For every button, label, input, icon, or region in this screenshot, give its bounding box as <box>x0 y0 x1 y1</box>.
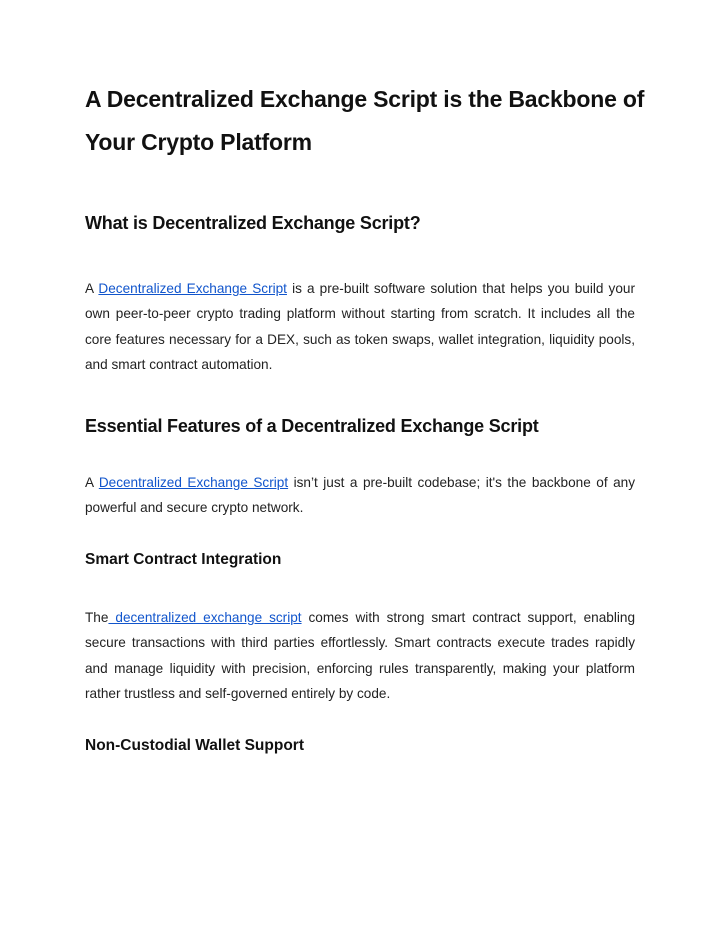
paragraph-essential-features <box>85 470 635 521</box>
heading-smart-contract-integration: Smart Contract Integration <box>85 551 282 568</box>
paragraph-smart-contract-integration <box>85 605 635 706</box>
heading-essential-features: Essential Features of a Decentralized Exchange Script <box>85 416 539 436</box>
paragraph-text: isn’t just a pre-built codebase; it's the backbone of any powerful and secure crypto network. <box>85 475 635 516</box>
dex-script-link[interactable]: Decentralized Exchange Script <box>98 475 289 490</box>
paragraph-text: A <box>85 281 99 296</box>
dex-script-link[interactable]: decentralized exchange script <box>108 610 302 625</box>
page-title: A Decentralized Exchange Script is the Backbone of Your Crypto Platform <box>85 86 645 155</box>
heading-non-custodial-wallet: Non-Custodial Wallet Support <box>85 737 304 754</box>
paragraph-text: A <box>85 475 99 490</box>
heading-what-is-dex-script: What is Decentralized Exchange Script? <box>85 213 421 233</box>
dex-script-link[interactable]: Decentralized Exchange Script <box>98 281 287 296</box>
paragraph-text: is a pre-built software solution that helps you build your own peer-to-peer crypto trading platform without starting from scratch. It includes all the core features necessary for a DEX, such as token swaps, wallet integration, liquidity pools, and smart contract automation. <box>85 281 635 372</box>
paragraph-text: The <box>85 610 109 625</box>
paragraph-what-is-dex-script <box>85 276 635 377</box>
paragraph-text: comes with strong smart contract support, enabling secure transactions with third parties effortlessly. Smart contracts execute trades rapidly and manage liquidity with precision, enforcing rules transparently, making your platform rather trustless and self-governed entirely by code. <box>85 610 635 701</box>
